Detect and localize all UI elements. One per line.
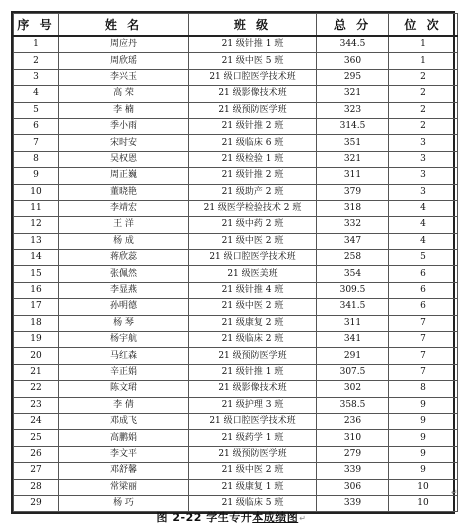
- table-row: [14, 381, 458, 397]
- return-mark-icon: ↵: [451, 488, 458, 497]
- cell-name: 季小雨: [59, 118, 189, 134]
- table-row: [14, 430, 458, 446]
- cell-score: 291: [317, 348, 389, 364]
- cell-class: 21 级中药 2 班: [189, 217, 317, 233]
- cell-rank: 6: [389, 266, 458, 282]
- header-row: [14, 14, 458, 37]
- cell-score: 339: [317, 463, 389, 479]
- cell-index: 17: [14, 299, 59, 315]
- score-table-header: [14, 14, 458, 37]
- cell-name: 董晓艳: [59, 184, 189, 200]
- cell-rank: 9: [389, 446, 458, 462]
- cell-class: 21 级药学 1 班: [189, 430, 317, 446]
- cell-score: 321: [317, 86, 389, 102]
- cell-class: 21 级康复 1 班: [189, 479, 317, 495]
- cell-name: 李靖宏: [59, 200, 189, 216]
- cell-class: 21 级预防医学班: [189, 348, 317, 364]
- cell-score: 307.5: [317, 364, 389, 380]
- caption-prefix: 图 2-22 学生专升: [156, 511, 253, 524]
- cell-score: 339: [317, 495, 389, 511]
- cell-rank: 1: [389, 53, 458, 69]
- cell-rank: 9: [389, 463, 458, 479]
- cell-class: 21 级中医 5 班: [189, 53, 317, 69]
- cell-name: 周应丹: [59, 36, 189, 53]
- cell-rank: 3: [389, 184, 458, 200]
- cell-index: 14: [14, 250, 59, 266]
- cell-index: 4: [14, 86, 59, 102]
- cell-index: 21: [14, 364, 59, 380]
- cell-score: 258: [317, 250, 389, 266]
- cell-index: 12: [14, 217, 59, 233]
- table-row: [14, 102, 458, 118]
- cell-rank: 4: [389, 200, 458, 216]
- cell-score: 314.5: [317, 118, 389, 134]
- cell-class: 21 级中医 2 班: [189, 299, 317, 315]
- table-row: [14, 69, 458, 85]
- cell-score: 311: [317, 168, 389, 184]
- cell-index: 24: [14, 413, 59, 429]
- cell-name: 高 荣: [59, 86, 189, 102]
- paragraph-mark-icon: ↵: [299, 514, 307, 523]
- cell-score: 341: [317, 332, 389, 348]
- table-row: [14, 299, 458, 315]
- cell-rank: 6: [389, 282, 458, 298]
- table-row: [14, 250, 458, 266]
- table-row: [14, 36, 458, 53]
- cell-score: 311: [317, 315, 389, 331]
- cell-rank: 9: [389, 430, 458, 446]
- cell-name: 杨 成: [59, 233, 189, 249]
- cell-name: 辛正娟: [59, 364, 189, 380]
- header-class: 班 级: [189, 14, 317, 37]
- table-row: [14, 217, 458, 233]
- cell-index: 6: [14, 118, 59, 134]
- figure-caption: [0, 509, 463, 525]
- cell-class: 21 级针推 2 班: [189, 118, 317, 134]
- cell-name: 李 楠: [59, 102, 189, 118]
- table-row: [14, 332, 458, 348]
- header-index: 序 号: [14, 14, 59, 37]
- cell-class: 21 级针推 4 班: [189, 282, 317, 298]
- cell-class: 21 级口腔医学技术班: [189, 250, 317, 266]
- cell-index: 15: [14, 266, 59, 282]
- cell-name: 杨 琴: [59, 315, 189, 331]
- cell-class: 21 级中医 2 班: [189, 463, 317, 479]
- cell-name: 王 洋: [59, 217, 189, 233]
- cell-class: 21 级中医 2 班: [189, 233, 317, 249]
- header-score: 总 分: [317, 14, 389, 37]
- cell-rank: 7: [389, 348, 458, 364]
- cell-index: 13: [14, 233, 59, 249]
- cell-rank: 6: [389, 299, 458, 315]
- cell-class: 21 级临床 6 班: [189, 135, 317, 151]
- cell-rank: 4: [389, 217, 458, 233]
- table-row: [14, 348, 458, 364]
- table-row: [14, 200, 458, 216]
- table-row: [14, 135, 458, 151]
- cell-rank: 7: [389, 315, 458, 331]
- cell-rank: 10: [389, 495, 458, 511]
- cell-index: 5: [14, 102, 59, 118]
- table-row: [14, 233, 458, 249]
- cell-index: 29: [14, 495, 59, 511]
- cell-class: 21 级针推 2 班: [189, 168, 317, 184]
- cell-rank: 4: [389, 233, 458, 249]
- cell-score: 351: [317, 135, 389, 151]
- header-rank: 位 次: [389, 14, 458, 37]
- cell-rank: 2: [389, 69, 458, 85]
- cell-index: 8: [14, 151, 59, 167]
- table-row: [14, 282, 458, 298]
- table-row: [14, 86, 458, 102]
- cell-score: 279: [317, 446, 389, 462]
- cell-index: 25: [14, 430, 59, 446]
- table-row: [14, 479, 458, 495]
- cell-rank: 7: [389, 332, 458, 348]
- cell-rank: 2: [389, 86, 458, 102]
- cell-index: 3: [14, 69, 59, 85]
- table-row: [14, 364, 458, 380]
- cell-index: 16: [14, 282, 59, 298]
- score-table-body: [14, 36, 458, 512]
- cell-rank: 1: [389, 36, 458, 53]
- cell-index: 11: [14, 200, 59, 216]
- table-row: [14, 53, 458, 69]
- cell-class: 21 级医学检验技术 2 班: [189, 200, 317, 216]
- cell-name: 周正巍: [59, 168, 189, 184]
- cell-rank: 10: [389, 479, 458, 495]
- cell-class: 21 级临床 2 班: [189, 332, 317, 348]
- cell-class: 21 级康复 2 班: [189, 315, 317, 331]
- cell-name: 常梁丽: [59, 479, 189, 495]
- cell-class: 21 级口腔医学技术班: [189, 413, 317, 429]
- cell-index: 22: [14, 381, 59, 397]
- table-row: [14, 397, 458, 413]
- cell-score: 341.5: [317, 299, 389, 315]
- header-name: 姓 名: [59, 14, 189, 37]
- cell-score: 347: [317, 233, 389, 249]
- cell-name: 杨宇航: [59, 332, 189, 348]
- cell-name: 李兴玉: [59, 69, 189, 85]
- cell-index: 10: [14, 184, 59, 200]
- cell-index: 1: [14, 36, 59, 53]
- cell-index: 2: [14, 53, 59, 69]
- cell-rank: 7: [389, 364, 458, 380]
- cell-score: 321: [317, 151, 389, 167]
- cell-score: 295: [317, 69, 389, 85]
- cell-name: 周欣瑶: [59, 53, 189, 69]
- cell-rank: 8: [389, 381, 458, 397]
- table-row: [14, 168, 458, 184]
- cell-name: 邓舒馨: [59, 463, 189, 479]
- cell-name: 李显燕: [59, 282, 189, 298]
- cell-class: 21 级预防医学班: [189, 102, 317, 118]
- cell-rank: 3: [389, 151, 458, 167]
- cell-class: 21 级影像技术班: [189, 86, 317, 102]
- cell-index: 18: [14, 315, 59, 331]
- table-row: [14, 315, 458, 331]
- cell-class: 21 级针推 1 班: [189, 364, 317, 380]
- cell-class: 21 级针推 1 班: [189, 36, 317, 53]
- cell-score: 358.5: [317, 397, 389, 413]
- cell-rank: 2: [389, 118, 458, 134]
- cell-class: 21 级检验 1 班: [189, 151, 317, 167]
- cell-score: 344.5: [317, 36, 389, 53]
- cell-score: 310: [317, 430, 389, 446]
- cell-index: 9: [14, 168, 59, 184]
- cell-score: 354: [317, 266, 389, 282]
- cell-name: 李文平: [59, 446, 189, 462]
- cell-name: 马红森: [59, 348, 189, 364]
- cell-index: 27: [14, 463, 59, 479]
- cell-class: 21 级医美班: [189, 266, 317, 282]
- cell-class: 21 级临床 5 班: [189, 495, 317, 511]
- cell-index: 7: [14, 135, 59, 151]
- cell-score: 323: [317, 102, 389, 118]
- cell-index: 28: [14, 479, 59, 495]
- cell-class: 21 级助产 2 班: [189, 184, 317, 200]
- cell-score: 379: [317, 184, 389, 200]
- cell-index: 19: [14, 332, 59, 348]
- caption-underlined-text: 本成绩图: [252, 511, 299, 524]
- cell-score: 302: [317, 381, 389, 397]
- cell-class: 21 级预防医学班: [189, 446, 317, 462]
- score-table-frame: [11, 11, 455, 514]
- table-row: [14, 446, 458, 462]
- cell-name: 宋时安: [59, 135, 189, 151]
- table-row: [14, 151, 458, 167]
- cell-class: 21 级口腔医学技术班: [189, 69, 317, 85]
- cell-rank: 3: [389, 135, 458, 151]
- cell-score: 306: [317, 479, 389, 495]
- cell-name: 张佩然: [59, 266, 189, 282]
- cell-index: 23: [14, 397, 59, 413]
- score-table: [13, 13, 458, 512]
- cell-index: 20: [14, 348, 59, 364]
- table-row: [14, 266, 458, 282]
- cell-name: 吴权恩: [59, 151, 189, 167]
- cell-rank: 9: [389, 413, 458, 429]
- cell-name: 邓成飞: [59, 413, 189, 429]
- cell-score: 318: [317, 200, 389, 216]
- table-row: [14, 463, 458, 479]
- cell-rank: 9: [389, 397, 458, 413]
- cell-score: 360: [317, 53, 389, 69]
- cell-name: 李 倩: [59, 397, 189, 413]
- cell-rank: 3: [389, 168, 458, 184]
- cell-score: 332: [317, 217, 389, 233]
- cell-name: 高鹏娟: [59, 430, 189, 446]
- cell-class: 21 级护理 3 班: [189, 397, 317, 413]
- cell-score: 236: [317, 413, 389, 429]
- cell-name: 陈文珺: [59, 381, 189, 397]
- cell-name: 杨 巧: [59, 495, 189, 511]
- cell-rank: 2: [389, 102, 458, 118]
- table-row: [14, 413, 458, 429]
- table-row: [14, 184, 458, 200]
- cell-score: 309.5: [317, 282, 389, 298]
- cell-class: 21 级影像技术班: [189, 381, 317, 397]
- cell-rank: 5: [389, 250, 458, 266]
- cell-index: 26: [14, 446, 59, 462]
- cell-name: 孙明德: [59, 299, 189, 315]
- table-row: [14, 118, 458, 134]
- cell-name: 蒋欣蕊: [59, 250, 189, 266]
